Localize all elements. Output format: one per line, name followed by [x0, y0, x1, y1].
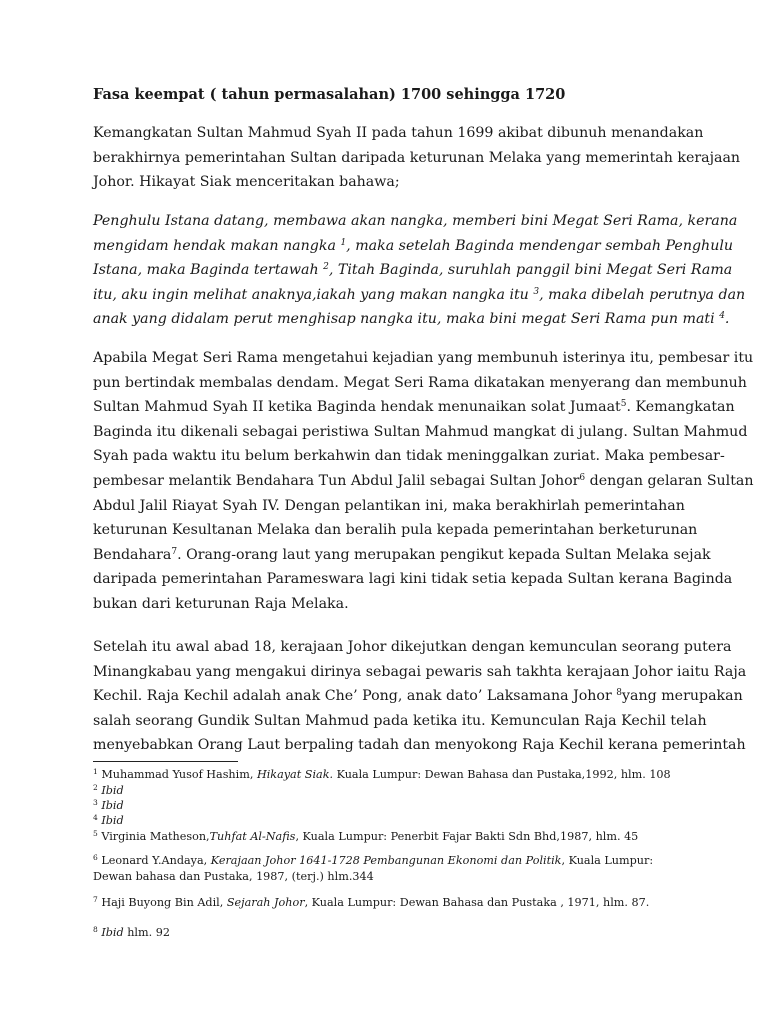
- text-line: berakhirnya pemerintahan Sultan daripada keturunan Melaka yang memerintah kerajaan: [93, 149, 741, 166]
- line-text: , maka dibelah perutnya dan: [539, 286, 746, 303]
- footnote-number: 4: [93, 813, 98, 822]
- line-text: Bendahara: [93, 546, 172, 563]
- footnote-ref: 3: [533, 286, 540, 297]
- footnote-text: , Kuala Lumpur:: [561, 854, 654, 867]
- text-line: [93, 371, 747, 396]
- footnote-ref: 8: [616, 688, 623, 699]
- line-text: Apabila Megat Seri Rama mengetahui kejadian yang membunuh isterinya itu, pembesar itu: [93, 350, 754, 366]
- footnote-3: [93, 798, 693, 814]
- text-line: [93, 660, 747, 685]
- text-line: [93, 635, 732, 660]
- footnote-title: Sejarah Johor: [226, 896, 305, 909]
- line-text: bukan dari keturunan Raja Melaka.: [93, 595, 349, 612]
- footnote-ref: 7: [171, 546, 178, 557]
- text-line: [93, 209, 738, 234]
- text-line: [93, 518, 698, 543]
- paragraph-raja-kechil: [93, 635, 747, 758]
- line-text: . Orang-orang laut yang merupakan pengikut kepada Sultan Melaka sejak: [177, 546, 711, 563]
- line-text: mengidam hendak makan nangka: [93, 237, 341, 254]
- line-text: daripada pemerintahan Parameswara lagi kini tidak setia kepada Sultan kerana Baginda: [93, 571, 733, 588]
- text-line: [93, 567, 733, 592]
- text-line: [93, 307, 730, 332]
- footnote-2: [93, 783, 693, 799]
- footnote-ref: 4: [719, 311, 725, 322]
- line-text: Sultan Mahmud Syah II ketika Baginda hendak menunaikan solat Jumaat: [93, 399, 621, 416]
- text-line: [93, 234, 734, 259]
- text-line: Johor. Hikayat Siak menceritakan bahawa;: [93, 174, 400, 191]
- line-text: , Titah Baginda, suruhlah panggil bini Megat Seri Rama: [328, 262, 733, 279]
- footnote-7: [93, 895, 693, 911]
- footnote-title: Kerajaan Johor 1641-1728 Pembangunan Ekonomi dan Politik: [210, 854, 562, 867]
- footnote-title: Ibid: [101, 814, 124, 827]
- line-text: Penghulu Istana datang, membawa akan nangka, memberi bini Megat Seri Rama, kerana: [93, 213, 738, 229]
- footnote-5: [93, 829, 693, 845]
- line-text: Kechil. Raja Kechil adalah anak Che’ Pong, anak dato’ Laksamana Johor: [93, 688, 617, 705]
- line-text: Syah pada waktu itu belum berkahwin dan tidak meninggalkan zuriat. Maka pembesar-: [93, 448, 725, 465]
- footnote-text: Muhammad Yusof Hashim,: [97, 768, 257, 781]
- line-text: Istana, maka Baginda tertawah: [93, 262, 324, 279]
- footnote-number: 3: [93, 798, 98, 807]
- footnote-number: 5: [93, 829, 98, 838]
- footnote-text: , Kuala Lumpur: Dewan Bahasa dan Pustaka , 1971, hlm. 87.: [304, 896, 650, 909]
- footnote-text: , Kuala Lumpur: Penerbit Fajar Bakti Sdn Bhd,1987, hlm. 45: [295, 830, 639, 843]
- footnote-separator: [93, 761, 238, 762]
- text-line: [93, 283, 746, 308]
- line-text: dengan gelaran Sultan: [585, 472, 754, 489]
- text-line: [93, 592, 683, 617]
- line-text: . Kemangkatan: [626, 399, 735, 416]
- footnote-ref: 1: [340, 237, 347, 248]
- footnote-ref: 2: [323, 262, 329, 273]
- footnote-number: 1: [93, 767, 98, 776]
- text-line: [93, 684, 743, 709]
- footnote-ref: 6: [579, 472, 586, 483]
- footnote-ref: 5: [620, 399, 627, 410]
- section-heading: Fasa keempat ( tahun permasalahan) 1700 sehingga 1720: [93, 86, 566, 103]
- line-text: menyebabkan Orang Laut berpaling tadah dan menyokong Raja Kechil kerana pemerintah: [93, 737, 746, 754]
- line-text: salah seorang Gundik Sultan Mahmud pada ketika itu. Kemunculan Raja Kechil telah: [93, 712, 707, 729]
- text-line: [93, 543, 711, 568]
- footnote-text: Leonard Y.Andaya,: [97, 854, 211, 867]
- text-line: [93, 420, 748, 445]
- text-line: [93, 469, 754, 494]
- line-text: pun bertindak membalas dendam. Megat Seri Rama dikatakan menyerang dan membunuh: [93, 374, 747, 391]
- text-line: [93, 709, 707, 734]
- line-text: .: [724, 311, 730, 328]
- text-line: Kemangkatan Sultan Mahmud Syah II pada tahun 1699 akibat dibunuh menandakan: [93, 125, 704, 141]
- footnote-number: 7: [93, 895, 98, 904]
- line-text: keturunan Kesultanan Melaka dan beralih pula kepada pemerintahan berketurunan: [93, 522, 698, 539]
- text-line: [93, 395, 735, 420]
- footnote-title: Ibid: [101, 926, 124, 939]
- text-line: [93, 258, 733, 283]
- text-line: [93, 494, 683, 519]
- footnote-number: 2: [93, 783, 98, 792]
- paragraph-intro: [93, 121, 741, 195]
- line-text: Setelah itu awal abad 18, kerajaan Johor dikejutkan dengan kemunculan seorang putera: [93, 639, 732, 655]
- text-line: [93, 346, 754, 371]
- line-text: anak yang didalam perut menghisap nangka itu, maka bini megat Seri Rama pun mati: [93, 311, 720, 328]
- footnote-text: Dewan bahasa dan Pustaka, 1987, (terj.) hlm.344: [93, 869, 374, 883]
- footnote-1: [93, 767, 693, 783]
- quote-hikayat-siak: [93, 209, 746, 332]
- footnote-4: [93, 813, 693, 829]
- footnote-title: Ibid: [101, 799, 124, 812]
- footnote-title: Ibid: [101, 784, 124, 797]
- footnote-number: 6: [93, 853, 98, 862]
- text-line: [93, 444, 725, 469]
- footnote-text: Kuala Lumpur: Dewan Bahasa dan Pustaka,1992, hlm. 108: [333, 768, 671, 781]
- footnote-title: Tuhfat Al-Nafis: [209, 830, 296, 843]
- footnote-6: [93, 853, 693, 884]
- footnote-text: Haji Buyong Bin Adil,: [97, 896, 227, 909]
- footnote-text: hlm. 92: [123, 926, 170, 939]
- line-text: itu, aku ingin melihat anaknya,iakah yang makan nangka itu: [93, 286, 534, 303]
- line-text: pembesar melantik Bendahara Tun Abdul Jalil sebagai Sultan Johor: [93, 472, 580, 489]
- line-text: Baginda itu dikenali sebagai peristiwa Sultan Mahmud mangkat di julang. Sultan Mahmud: [93, 423, 748, 440]
- footnote-title: Hikayat Siak.: [256, 768, 334, 781]
- footnote-number: 8: [93, 925, 98, 934]
- line-text: , maka setelah Baginda mendengar sembah Penghulu: [346, 237, 734, 254]
- line-text: Abdul Jalil Riayat Syah IV. Dengan pelantikan ini, maka berakhirlah pemerintahan: [93, 497, 685, 514]
- line-text: Minangkabau yang mengakui dirinya sebagai pewaris sah takhta kerajaan Johor iaitu Raja: [93, 663, 747, 680]
- paragraph-megat-seri-rama: [93, 346, 754, 617]
- footnote-8: [93, 925, 693, 941]
- footnote-text: Virginia Matheson,: [97, 830, 210, 843]
- text-line: [93, 733, 746, 758]
- line-text: yang merupakan: [622, 688, 743, 705]
